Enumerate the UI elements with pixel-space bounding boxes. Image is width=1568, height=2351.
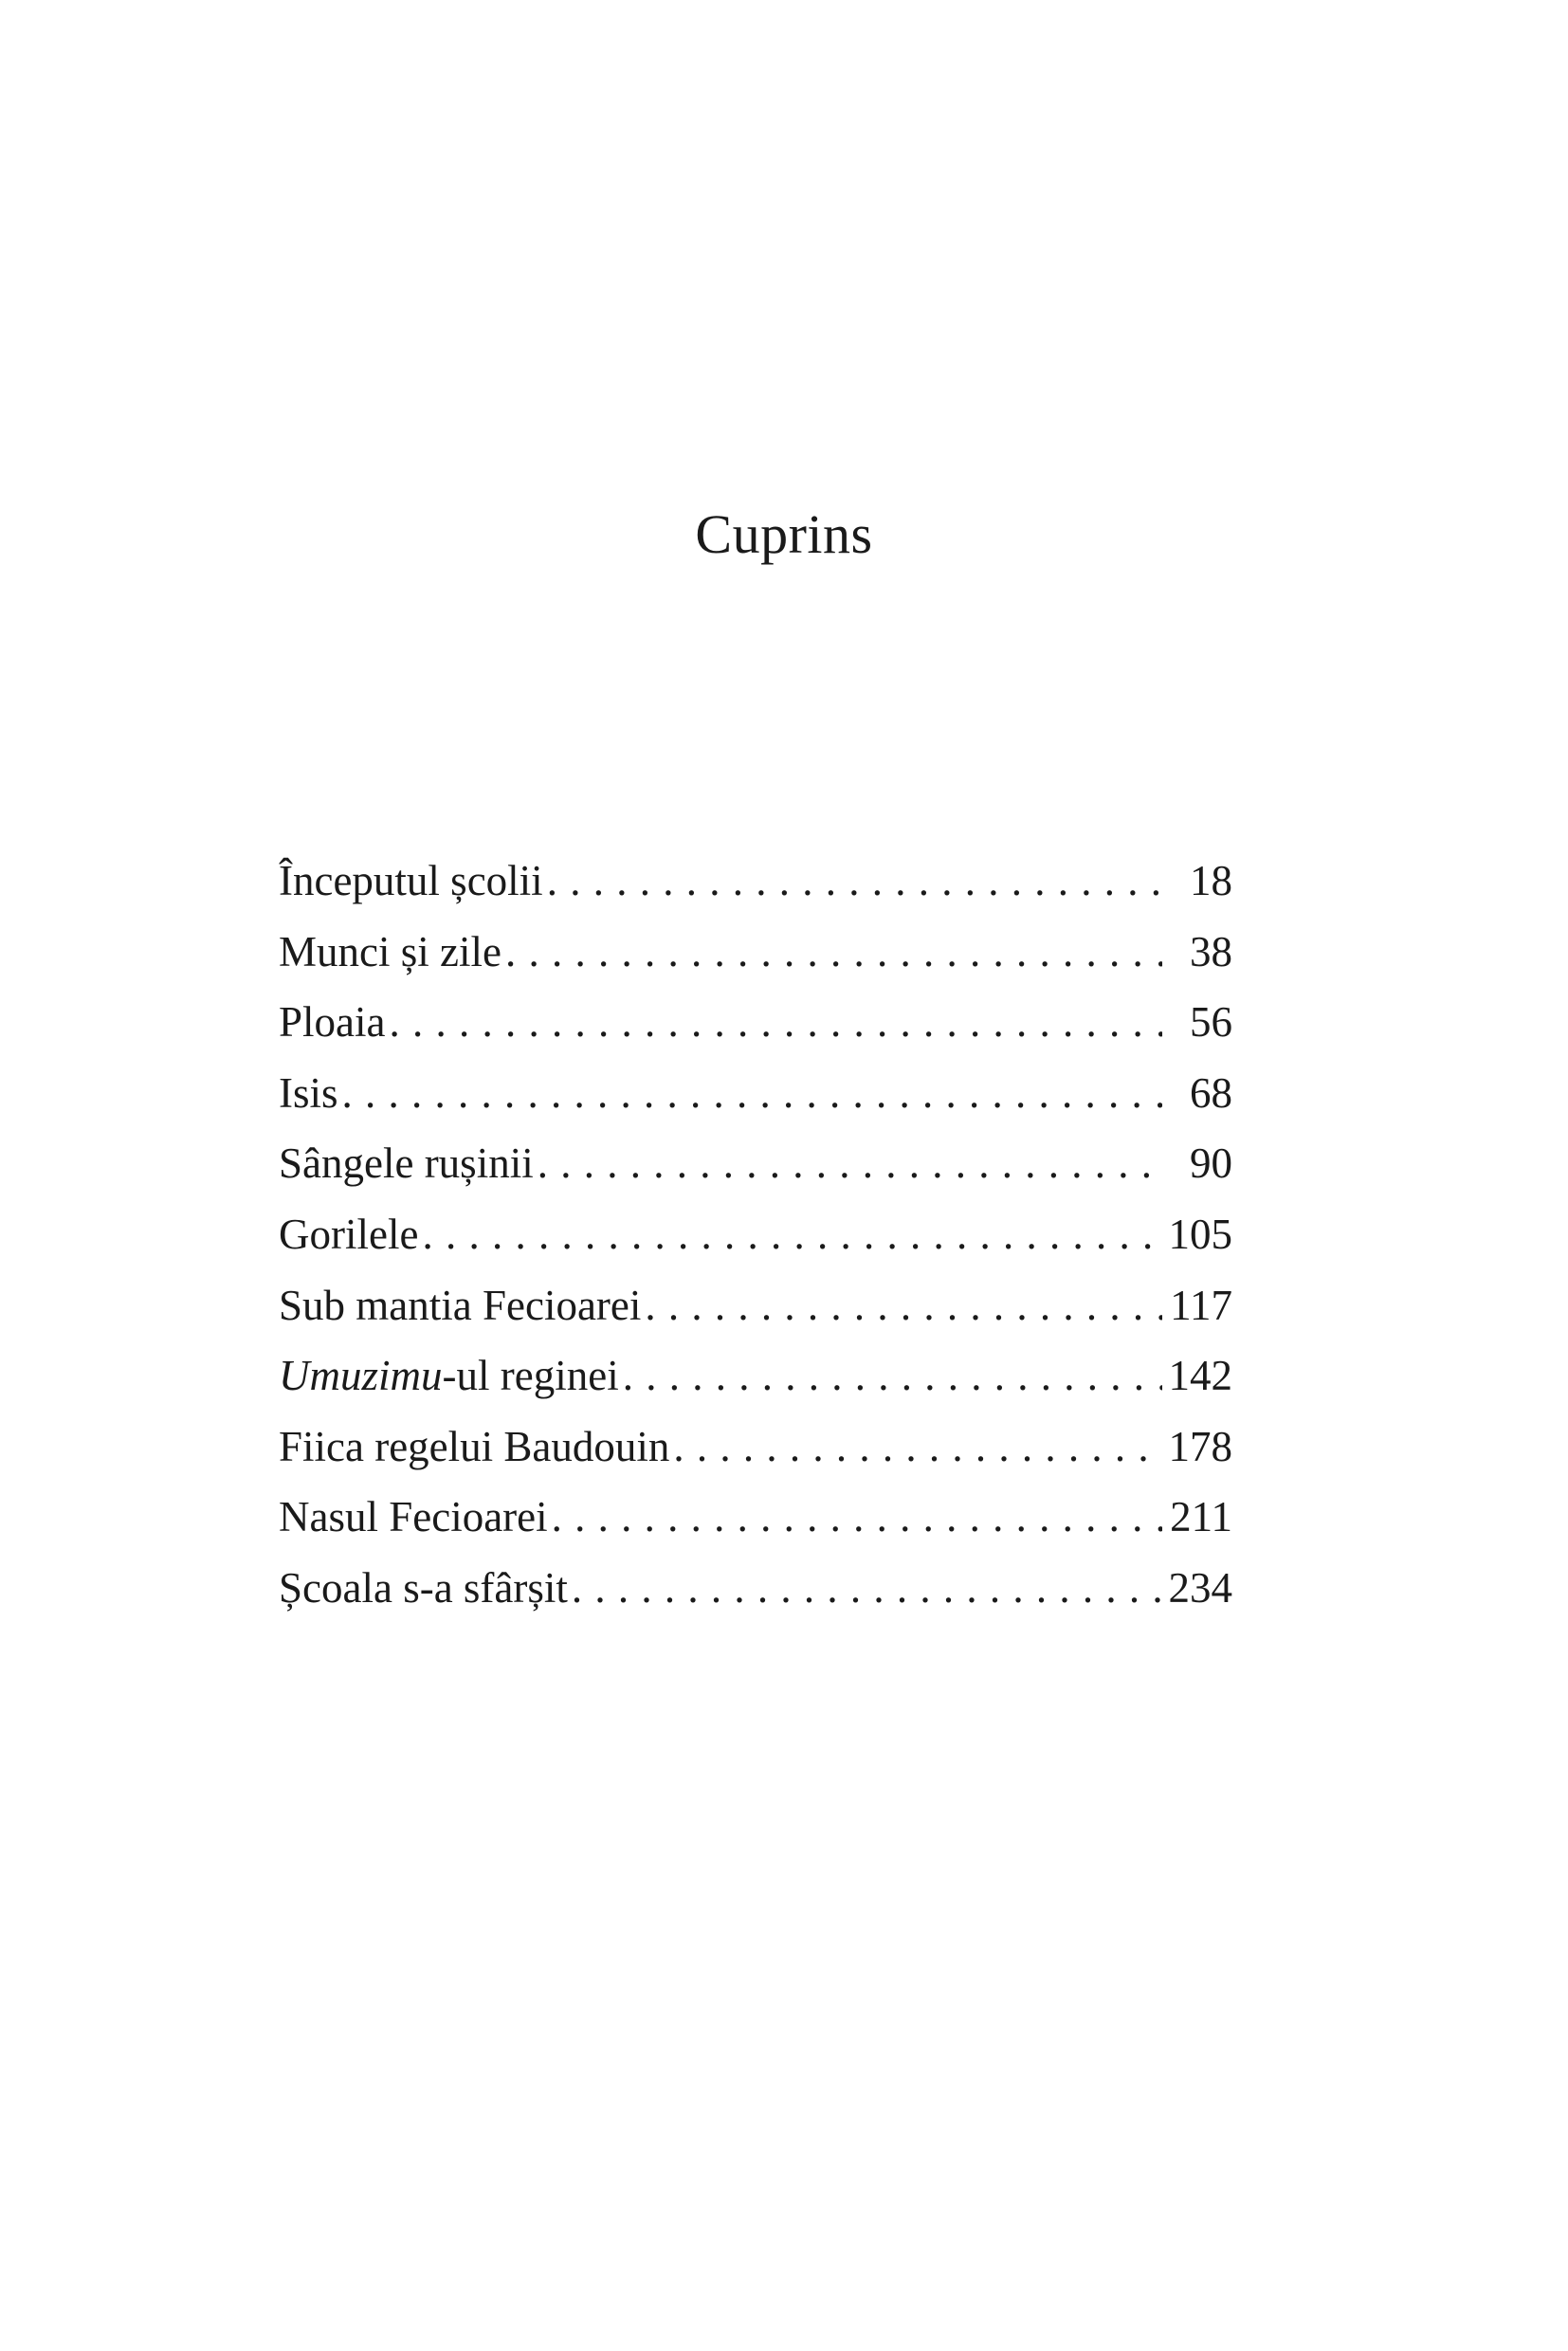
toc-dot-leader [547,846,1162,917]
toc-dot-leader [623,1340,1162,1412]
toc-entry-title: Gorilele [279,1210,419,1258]
toc-entry-title: Școala s-a sfârșit [279,1563,568,1612]
toc-entry-title: Ploaia [279,998,386,1047]
toc-entry-page: 105 [1168,1210,1232,1258]
toc-entry [279,1412,1232,1483]
toc-entry [279,1199,1232,1270]
page-title: Cuprins [695,503,873,565]
toc-entry-title-suffix: -ul reginei [442,1352,619,1400]
toc-entry-page: 211 [1170,1493,1232,1541]
toc-entry-page: 18 [1190,857,1232,904]
toc-dot-leader [389,987,1162,1058]
toc-entry-title: Începutul școlii [279,857,543,904]
toc-entry-title: Sub mantia Fecioarei [279,1281,642,1329]
toc-entry-title: Fiica regelui Baudouin [279,1422,670,1470]
toc-entry [279,1058,1232,1129]
toc-dot-leader [505,917,1162,988]
toc-entry-page: 117 [1170,1281,1232,1329]
toc-dot-leader [572,1553,1162,1624]
toc-entry [279,987,1232,1058]
toc-entry-title-italic: Umuzimu [279,1352,443,1400]
toc-entry-title [279,1340,623,1412]
table-of-contents [279,846,1232,1624]
toc-dot-leader [538,1128,1162,1199]
toc-entry-page: 38 [1190,927,1232,975]
toc-entry-page: 178 [1168,1422,1232,1470]
toc-entry [279,1482,1232,1553]
toc-entry [279,1553,1232,1624]
toc-dot-leader [673,1412,1162,1483]
toc-dot-leader [342,1058,1162,1129]
toc-entry [279,1128,1232,1199]
toc-dot-leader [552,1482,1162,1553]
toc-entry-page: 90 [1190,1139,1232,1188]
toc-dot-leader [645,1270,1162,1341]
toc-entry-page: 142 [1168,1352,1232,1400]
toc-entry [279,917,1232,988]
toc-entry-page: 234 [1168,1563,1232,1612]
toc-entry-page: 68 [1190,1068,1232,1117]
toc-dot-leader [422,1199,1162,1270]
toc-entry-title: Nasul Fecioarei [279,1493,548,1541]
toc-entry [279,846,1232,917]
toc-entry-title: Sângele rușinii [279,1139,534,1188]
toc-entry-title: Munci și zile [279,927,501,975]
toc-entry [279,1270,1232,1341]
toc-entry-page: 56 [1190,998,1232,1047]
toc-entry-title: Isis [279,1068,338,1117]
toc-entry [279,1340,1232,1412]
